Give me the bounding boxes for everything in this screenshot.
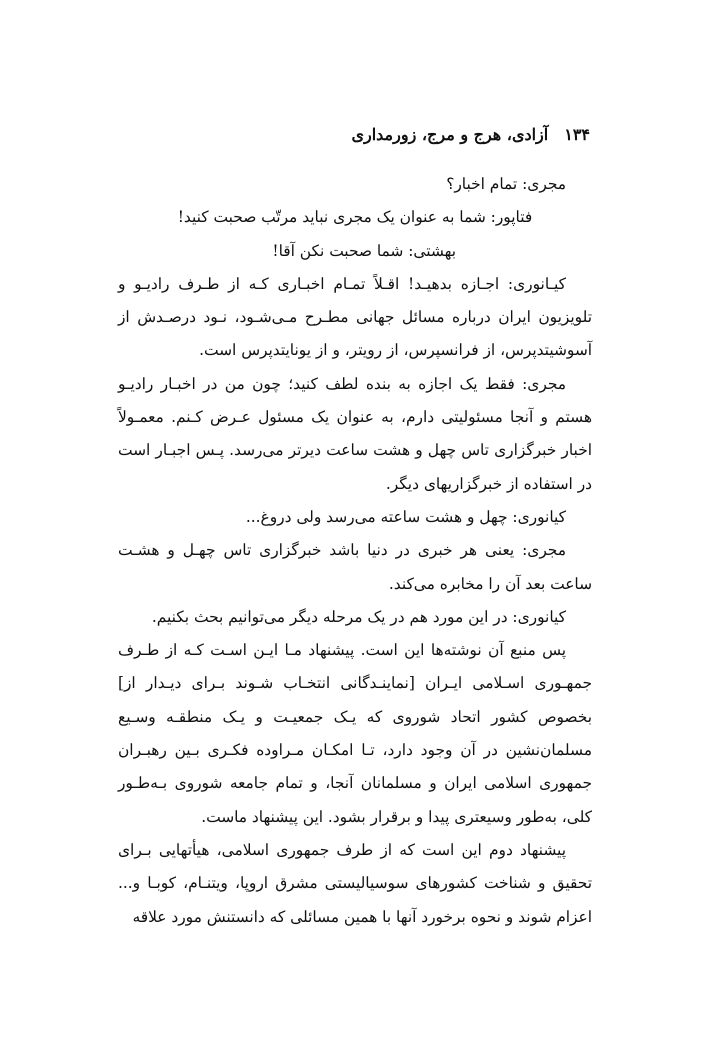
running-title: آزادی، هرج و مرج، زورمداری: [351, 124, 549, 144]
paragraph-1: مجری: تمام اخبار؟: [446, 175, 566, 193]
paragraph-6: کیانوری: چهل و هشت ساعته می‌رسد ولی دروغ...: [245, 507, 566, 526]
page-number: ۱۳۴: [564, 124, 590, 144]
paragraph-2: فتاپور: شما به عنوان یک مجری نباید مرتّب صحبت کنید!: [177, 208, 533, 227]
paragraph-5: مجری: فقط یک اجازه به بنده لطف کنید؛ چون من در اخبـار رادیـو هستم و آنجا مسئولیتی دارم، به عنوان یک مسئول عـرض کـنم. معمـولاً اخبار خبرگزاری تاس چهل و هشت ساعت دیرتر می‌رسد. پـس اجبـار است در استفاده از خبرگزاریهای دیگر.: [118, 374, 592, 493]
paragraph-4: کیـانوری: اجـازه بدهیـد! اقـلاً تمـام اخبـاری کـه از طـرف رادیـو و تلویزیون ایران درباره مسائل جهانی مطـرح مـی‌شـود، نـود درصـدش از آسوشیتدپرس، از فرانسپرس، از رویتر، و از یونایتدپرس است.: [118, 274, 592, 360]
paragraph-10: پیشنهاد دوم این است که از طرف جمهوری اسلامی، هیأتهایی بـرای تحقیق و شناخت کشورهای سوسیالیستی مشرق اروپا، ویتنـام، کوبـا و... اعزام شوند و نحوه برخورد آنها با همین مسائلی که دانستنش مورد علاقه: [118, 840, 592, 926]
paragraph-7: مجری: یعنی هر خبری در دنیا باشد خبرگزاری تاس چهـل و هشـت ساعت بعد آن را مخابره می‌کند.: [118, 541, 592, 593]
paragraph-8: کیانوری: در این مورد هم در یک مرحله دیگر می‌توانیم بحث بکنیم.: [151, 607, 566, 626]
paragraph-9: پس منبع آن نوشته‌ها این است. پیشنهاد مـا ایـن اسـت کـه از طـرف جمهـوری اسـلامی ایـران [نماینـدگانی انتخـاب شـوند بـرای دیـدار از] بخصوص کشور اتحاد شوروی که یـک جمعیـت و یـک منطقـه وسـیع مسلمان‌نشین در آن وجود دارد، تـا امکـان مـراوده فکـری بـین رهبـران جمهوری اسلامی ایران و مسلمانان آنجا، و تمام جامعه شوروی بـه‌طـور کلی، به‌طور وسیعتری پیدا و برقرار بشود. این پیشنهاد ماست.: [118, 641, 593, 826]
page-header: [340, 120, 590, 148]
paragraph-3: بهشتی: شما صحبت نکن آقا!: [272, 241, 456, 260]
body-text: [118, 168, 592, 934]
